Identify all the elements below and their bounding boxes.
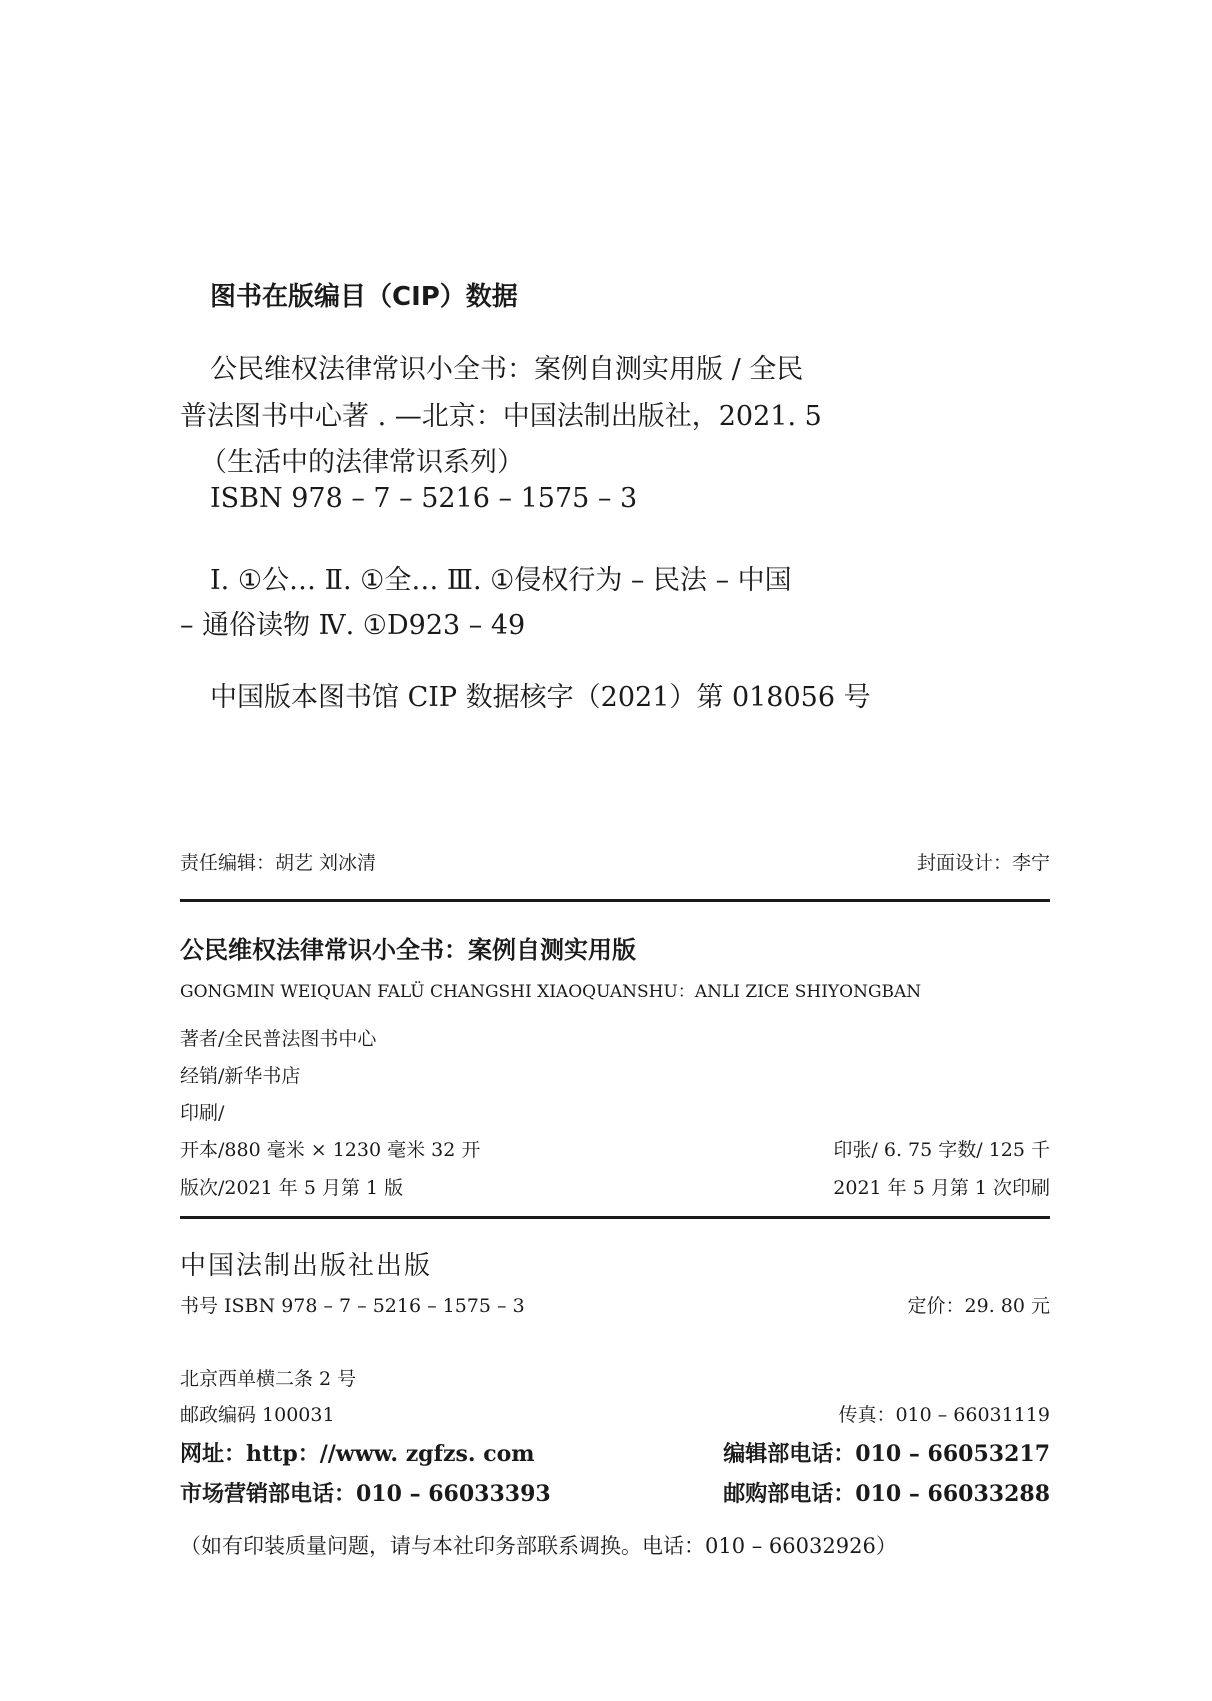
marketing-phone: 市场营销部电话：010 – 66033393 [180,1481,551,1507]
cip-record-number: 中国版本图书馆 CIP 数据核字（2021）第 018056 号 [210,682,871,713]
book-printer: 印刷/ [180,1102,225,1124]
editorial-phone: 编辑部电话：010 – 66053217 [723,1441,1050,1467]
website-row [180,1437,1050,1468]
cip-isbn: ISBN 978 – 7 – 5216 – 1575 – 3 [210,483,638,514]
divider-top [180,899,1050,902]
book-author: 著者/全民普法图书中心 [180,1028,377,1050]
cip-classification-2: – 通俗读物 Ⅳ. ①D923 – 49 [180,610,526,641]
edition-row [180,1173,1050,1200]
book-edition: 版次/2021 年 5 月第 1 版 [180,1177,404,1199]
format-row [180,1135,1050,1162]
book-title-cn: 公民维权法律常识小全书：案例自测实用版 [180,936,636,964]
publisher-website: 网址：http：//www. zgfzs. com [180,1441,535,1467]
cip-line-1: 公民维权法律常识小全书：案例自测实用版 / 全民 [210,354,804,385]
cover-designer: 封面设计：李宁 [916,852,1050,874]
book-title-pinyin: GONGMIN WEIQUAN FALÜ CHANGSHI XIAOQUANSHU：ANLI ZICE SHIYONGBAN [180,982,922,1002]
quality-notice: （如有印装质量问题，请与本社印务部联系调换。电话：010 – 66032926） [180,1534,897,1558]
phones-row [180,1477,1050,1508]
isbn-row [180,1291,1050,1318]
divider-bottom [180,1216,1050,1219]
editors-row [180,848,1050,875]
publisher-name: 中国法制出版社出版 [180,1251,433,1281]
book-sheets: 印张/ 6. 75 字数/ 125 千 [833,1139,1050,1161]
book-format: 开本/880 毫米 × 1230 毫米 32 开 [180,1139,481,1161]
mailorder-phone: 邮购部电话：010 – 66033288 [723,1481,1050,1507]
cip-line-3: （生活中的法律常识系列） [200,447,524,478]
publisher-address: 北京西单横二条 2 号 [180,1368,357,1390]
responsible-editors: 责任编辑：胡艺 刘冰清 [180,852,377,874]
book-printing: 2021 年 5 月第 1 次印刷 [833,1177,1050,1199]
postcode-row [180,1400,1050,1427]
cip-classification-1: Ⅰ. ①公… Ⅱ. ①全… Ⅲ. ①侵权行为 – 民法 – 中国 [210,565,792,596]
publisher-fax: 传真：010 – 66031119 [838,1404,1050,1426]
cip-heading: 图书在版编目（CIP）数据 [210,282,518,312]
publisher-isbn: 书号 ISBN 978 – 7 – 5216 – 1575 – 3 [180,1295,525,1317]
cip-line-2: 普法图书中心著 . —北京：中国法制出版社，2021. 5 [180,401,822,432]
book-price: 定价：29. 80 元 [907,1295,1050,1317]
book-distributor: 经销/新华书店 [180,1065,301,1087]
publisher-postcode: 邮政编码 100031 [180,1404,335,1426]
